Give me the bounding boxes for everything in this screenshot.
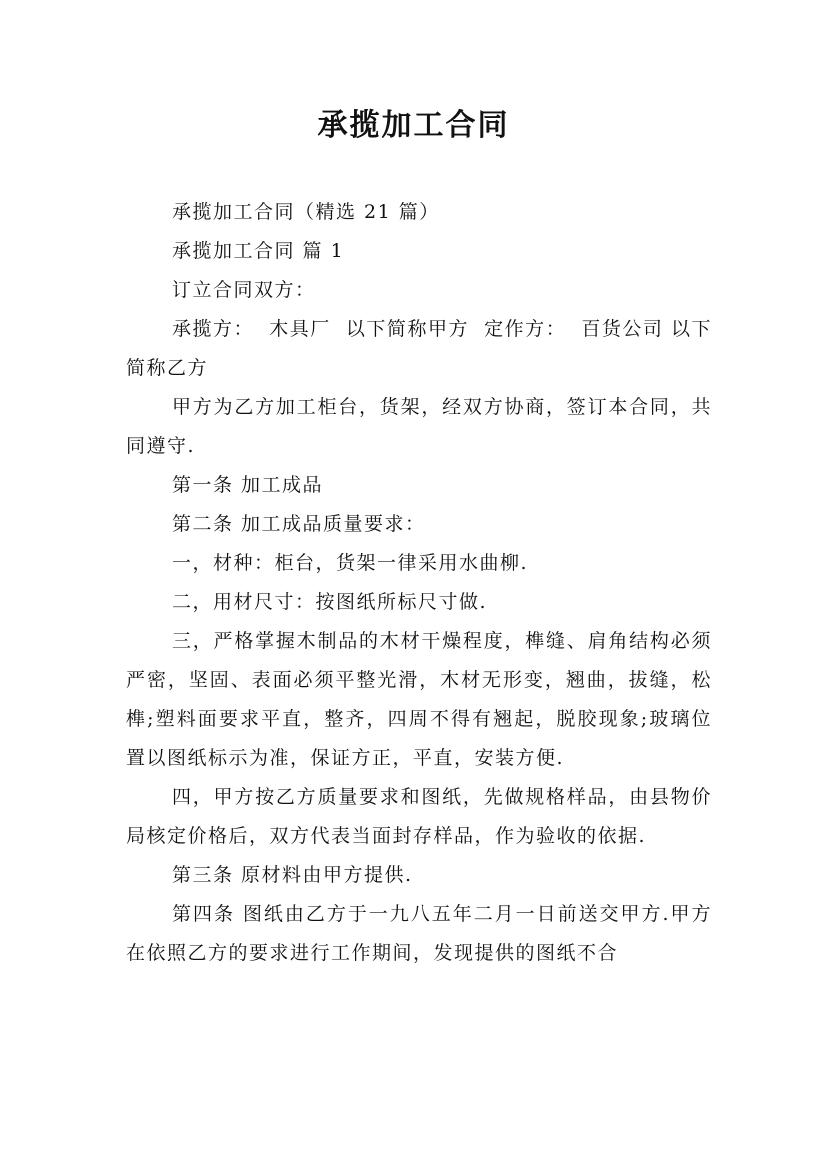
paragraph-article-1: 第一条 加工成品	[172, 474, 324, 496]
paragraph-subtitle: 承揽加工合同（精选 21 篇）	[172, 201, 440, 223]
paragraph-parties: 承揽方： 木具厂 以下简称甲方 定作方： 百货公司 以下简称乙方	[126, 318, 712, 379]
paragraph-intro: 甲方为乙方加工柜台，货架，经双方协商，签订本合同，共同遵守.	[126, 396, 712, 457]
paragraph-item-2: 二，用材尺寸：按图纸所标尺寸做.	[172, 591, 488, 613]
paragraph-item-4: 四，甲方按乙方质量要求和图纸，先做规格样品，由县物价局核定价格后，双方代表当面封存样品，作为验收的依据.	[126, 786, 712, 847]
paragraph-item-3: 三，严格掌握木制品的木材干燥程度，榫缝、肩角结构必须严密，坚固、表面必须平整光滑，木材无形变，翘曲，拔缝，松榫;塑料面要求平直，整齐，四周不得有翘起，脱胶现象;玻璃位置以图纸标示为准，保证方正，平直，安装方便.	[126, 630, 712, 769]
document-body	[126, 193, 712, 973]
paragraph-item-1: 一，材种：柜台，货架一律采用水曲柳.	[172, 552, 529, 574]
document-title: 承揽加工合同	[317, 108, 510, 143]
paragraph-article-2: 第二条 加工成品质量要求：	[172, 513, 426, 535]
paragraph-article-4: 第四条 图纸由乙方于一九八五年二月一日前送交甲方.甲方在依照乙方的要求进行工作期间，发现提供的图纸不合	[126, 903, 712, 964]
paragraph-parties-label: 订立合同双方：	[172, 279, 316, 301]
paragraph-section-heading: 承揽加工合同 篇 1	[172, 240, 345, 262]
paragraph-article-3: 第三条 原材料由甲方提供.	[172, 864, 413, 886]
